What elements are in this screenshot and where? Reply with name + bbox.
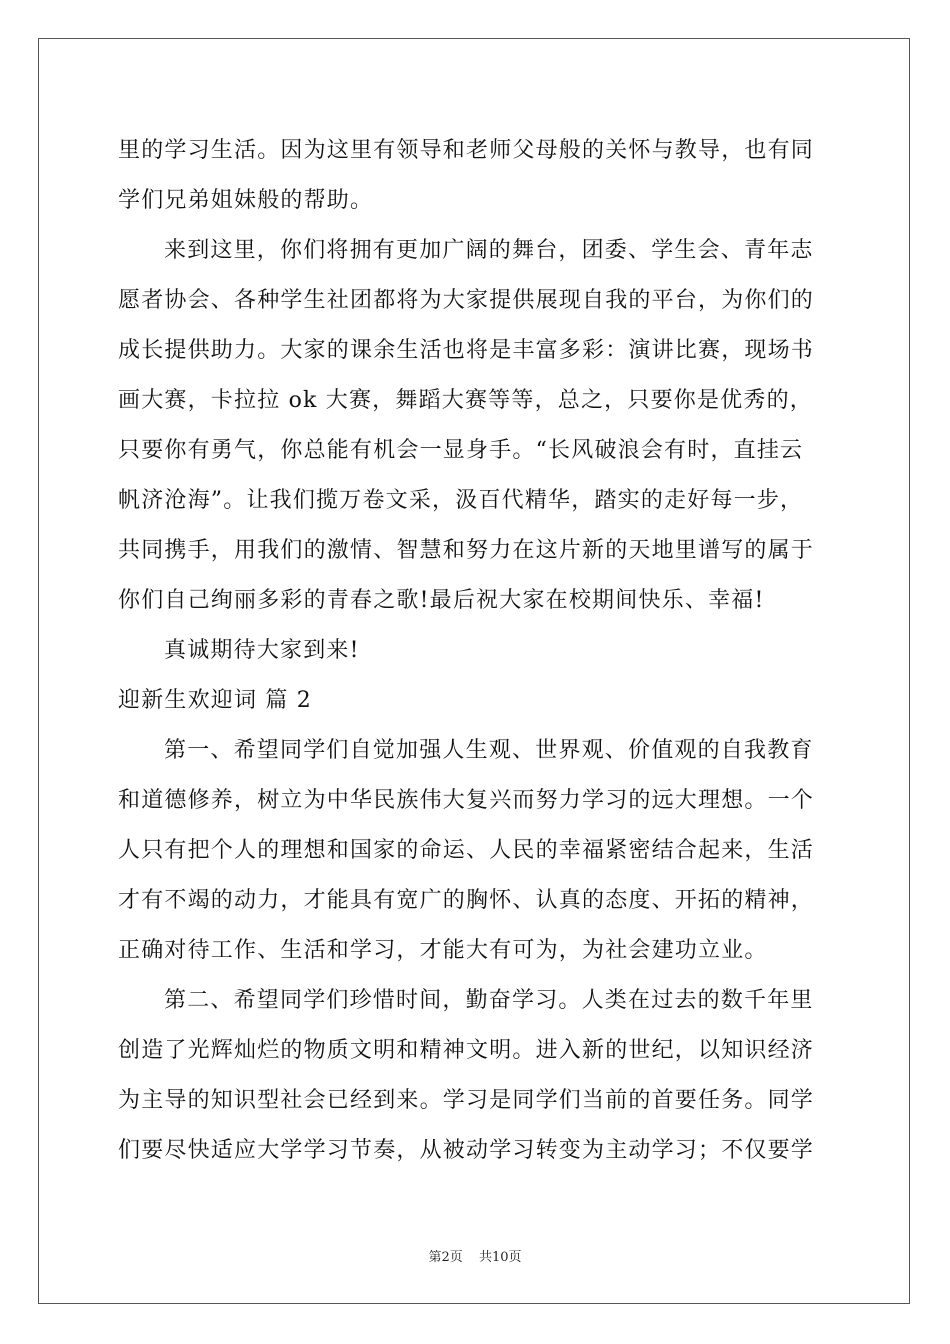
text-line: 帆济沧海”。让我们揽万卷文采，汲百代精华，踏实的走好每一步， [118,488,804,513]
text-line: 里的学习生活。因为这里有领导和老师父母般的关怀与教导，也有同 [118,138,815,163]
text-line: 画大赛，卡拉拉 ok 大赛，舞蹈大赛等等，总之，只要你是优秀的， [118,388,813,413]
page-total: 共10页 [478,1250,522,1265]
page-footer [0,1246,950,1265]
text-line: 们要尽快适应大学学习节奏，从被动学习转变为主动学习；不仅要学 [118,1138,815,1163]
paragraph-start: 真诚期待大家到来! [164,638,360,663]
text-line: 学们兄弟姐妹般的帮助。 [118,188,374,213]
text-line: 为主导的知识型社会已经到来。学习是同学们当前的首要任务。同学 [118,1088,815,1113]
paragraph-start: 来到这里，你们将拥有更加广阔的舞台，团委、学生会、青年志 [164,238,814,263]
text-line: 只要你有勇气，你总能有机会一显身手。“长风破浪会有时，直挂云 [118,438,804,463]
section-heading: 迎新生欢迎词 篇 2 [118,688,312,713]
text-line: 愿者协会、各种学生社团都将为大家提供展现自我的平台，为你们的 [118,288,815,313]
document-body [118,126,834,1176]
text-line: 你们自己绚丽多彩的青春之歌!最后祝大家在校期间快乐、幸福! [118,588,765,613]
page-number: 第2页 [428,1250,463,1265]
text-line: 和道德修养，树立为中华民族伟大复兴而努力学习的远大理想。一个 [118,788,815,813]
text-line: 正确对待工作、生活和学习，才能大有可为，为社会建功立业。 [118,938,768,963]
text-line: 成长提供助力。大家的课余生活也将是丰富多彩：演讲比赛，现场书 [118,338,815,363]
paragraph-start: 第一、希望同学们自觉加强人生观、世界观、价值观的自我教育 [164,738,814,763]
paragraph-start: 第二、希望同学们珍惜时间，勤奋学习。人类在过去的数千年里 [164,988,814,1013]
text-line: 共同携手，用我们的激情、智慧和努力在这片新的天地里谱写的属于 [118,538,815,563]
text-line: 人只有把个人的理想和国家的命运、人民的幸福紧密结合起来，生活 [118,838,815,863]
text-line: 才有不竭的动力，才能具有宽广的胸怀、认真的态度、开拓的精神， [118,888,815,913]
text-line: 创造了光辉灿烂的物质文明和精神文明。进入新的世纪，以知识经济 [118,1038,815,1063]
